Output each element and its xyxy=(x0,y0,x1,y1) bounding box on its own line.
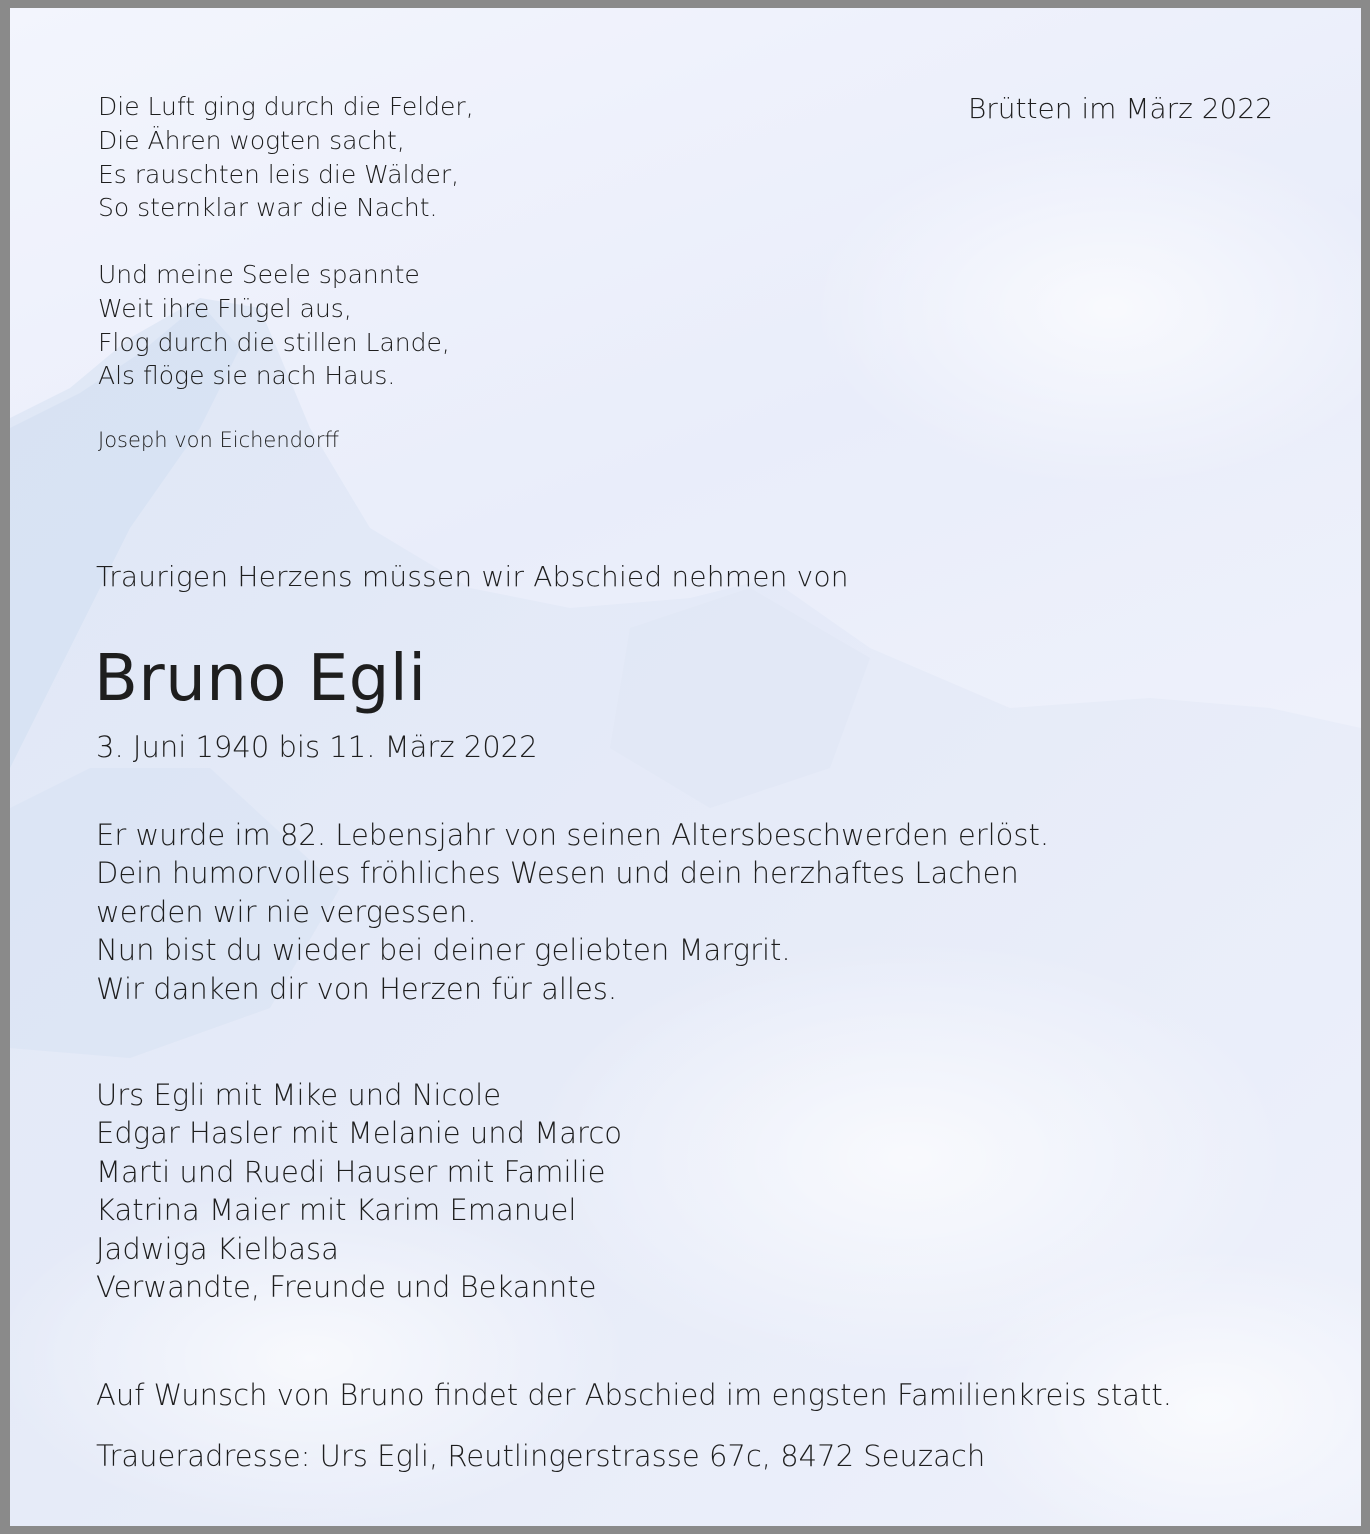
poem-line: Die Luft ging durch die Felder, xyxy=(98,92,474,121)
poem-line: Flog durch die stillen Lande, xyxy=(98,327,450,357)
memorial-message xyxy=(96,816,1049,1008)
poem-line: Es rauschten leis die Wälder, xyxy=(98,159,460,189)
message-line: Nun bist du wieder bei deiner geliebten Margrit. xyxy=(96,933,791,968)
message-line: werden wir nie vergessen. xyxy=(96,894,477,929)
poem-line: Die Ähren wogten sacht, xyxy=(98,125,405,155)
life-dates: 3. Juni 1940 bis 11. März 2022 xyxy=(96,730,538,764)
poem-line: Und meine Seele spannte xyxy=(98,260,420,289)
poem-line: Weit ihre Flügel aus, xyxy=(98,293,352,323)
mourner-item: Urs Egli mit Mike und Nicole xyxy=(96,1078,502,1112)
intro-text: Traurigen Herzens müssen wir Abschied nehmen von xyxy=(96,560,849,593)
place-date: Brütten im März 2022 xyxy=(967,92,1273,125)
deceased-name: Bruno Egli xyxy=(94,642,427,716)
poem-line: Als flöge sie nach Haus. xyxy=(98,361,396,391)
mourner-item: Verwandte, Freunde und Bekannte xyxy=(96,1270,597,1305)
farewell-notice: Auf Wunsch von Bruno findet der Abschied im engsten Familienkreis statt. xyxy=(96,1378,1172,1412)
poem-stanza-1 xyxy=(98,90,474,225)
mourner-item: Katrina Maier mit Karim Emanuel xyxy=(96,1193,577,1228)
mourner-item: Jadwiga Kielbasa xyxy=(96,1231,339,1266)
poem-stanza-2 xyxy=(98,258,450,393)
mourner-item: Marti und Ruedi Hauser mit Familie xyxy=(96,1154,606,1189)
mourners-list xyxy=(96,1076,622,1306)
obituary-card xyxy=(10,8,1361,1526)
poem-author: Joseph von Eichendorff xyxy=(98,428,339,452)
mourner-item: Edgar Hasler mit Melanie und Marco xyxy=(96,1116,623,1151)
message-line: Wir danken dir von Herzen für alles. xyxy=(96,971,618,1006)
message-line: Er wurde im 82. Lebensjahr von seinen Altersbeschwerden erlöst. xyxy=(96,818,1050,852)
poem-line: So sternklar war die Nacht. xyxy=(98,193,438,223)
message-line: Dein humorvolles fröhliches Wesen und dein herzhaftes Lachen xyxy=(96,856,1019,891)
mourning-address: Traueradresse: Urs Egli, Reutlingerstrasse 67c, 8472 Seuzach xyxy=(96,1439,986,1473)
